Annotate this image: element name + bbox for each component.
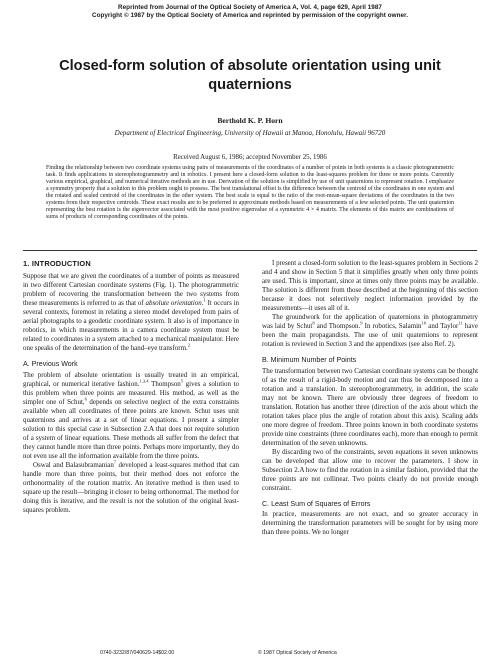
previous-work-paragraph-2: Oswal and Balasubramanian$^7$ developed a least-squares method that can handle more than three points, but their method does not enforce the orthonormality of the rotation matrix. An iterative method is then used to square up the result—bringing it closer to being orthonormal. The method for doing this is iterative, and the result is not the solution of the original least-squares problem. — [23, 459, 239, 515]
section-heading-introduction: 1. INTRODUCTION — [23, 259, 91, 268]
emphasis-not: not — [134, 497, 144, 506]
citation-ref: 10 — [421, 321, 427, 327]
subsection-heading-least-squares: C. Least Sum of Squares of Errors — [262, 500, 371, 509]
citation-ref: 5 — [180, 378, 184, 384]
issn-code: 0740-3232/87/040629-14$02.00 — [100, 650, 175, 656]
emphasis-absolute-orientation: absolute orientation — [145, 299, 202, 308]
citation-ref: 9 — [360, 321, 363, 327]
intro-paragraph-3: The groundwork for the application of quaternions in photogrammetry was laid by Schut$^8$ and Thompson.$^9$ In robotics, Salamin$^{10}$ and Taylor$^{11}$ have been the main propagandists. The use of unit quaternions to represent rotation is reviewed in Section 3 and the appendixes (see also Ref. 2). — [262, 313, 478, 349]
intro-paragraph-2: I present a closed-form solution to the least-squares problem in Sections 2 and 4 and show in Section 5 that it simplifies greatly when only three points are used. This is important, since at times only three points may be available. The solution is different from those described at the beginning of this section because it does not selectively neglect information provided by the measurements—it uses all of it. — [262, 259, 478, 313]
reprint-line: Reprinted from Journal of the Optical Society of America A, Vol. 4, page 629, April 1987 — [118, 4, 382, 11]
author-affiliation: Department of Electrical Engineering, University of Hawaii at Manoa, Honolulu, Hawaii 96720 — [114, 129, 386, 137]
abstract: Finding the relationship between two coordinate systems using pairs of measurements of the coordinates of a number of points in both systems is a classic photogrammetric task. It finds applications in stereophotogrammetry and in robotics. I present here a closed-form solution to the least-squares problem for three or more points. Currently various empirical, graphical, and numerical iterative methods are in use. Derivation of the solution is simplified by use of unit quaternions to represent rotation. I emphasize a symmetry property that a solution to this problem ought to possess. The best translational offset is the difference between the centroid of the coordinates in one system and the rotated and scaled centroid of the coordinates in the other system. The best scale is equal to the ratio of the root-mean-square deviations of the coordinates in the two systems from their respective centroids. These exact results are to be preferred to approximate methods based on measurements of a few selected points. The unit quaternion representing the best rotation is the eigenvector associated with the most positive eigenvalue of a symmetric 4 × 4 matrix. The elements of this matrix are combinations of sums of products of corresponding coordinates of the points. — [46, 165, 454, 221]
author-name: Berthold K. P. Horn — [217, 116, 283, 125]
intro-paragraph-1: Suppose that we are given the coordinates of a number of points as measured in two different Cartesian coordinate systems (Fig. 1). The photogrammetric problem of recovering the transformation between the two systems from these measurements is referred to as that of absolute orientation.$^1$ It occurs in several contexts, foremost in relating a stereo model developed from pairs of aerial photographs to a geodetic coordinate system. It also is of importance in robotics, in which measurements in a camera coordinate system must be related to coordinates in a system attached to a mechanical manipulator. Here one speaks of the determination of the hand–eye transform.$^2$ — [23, 272, 240, 353]
right-column — [262, 259, 478, 537]
minimum-points-paragraph-1: The transformation between two Cartesian coordinate systems can be thought of as the result of a rigid-body motion and can thus be decomposed into a rotation and a translation. In stereophotogrammetry, in addition, the scale may not be known. There are obviously three degrees of freedom to translation. Rotation has another three (direction of the axis about which the rotation takes place plus the angle of rotation about this axis). Scaling adds one more degree of freedom. Three points known in both coordinate systems provide nine constraints (three coordinates each), more than enough to permit determination of the seven unknowns. — [262, 366, 478, 447]
least-squares-paragraph-1: In practice, measurements are not exact, and so greater accuracy in determining the transformation parameters will be sought for by using more than three points. We no longer — [262, 510, 478, 537]
subsection-heading-previous-work: A. Previous Work — [23, 360, 78, 369]
abstract-divider — [23, 250, 477, 251]
citation-ref: 1 — [203, 297, 206, 303]
copyright-line: Copyright © 1987 by the Optical Society of America and reprinted by permission of the copyright owner. — [91, 12, 409, 19]
subsection-heading-minimum-points: B. Minimum Number of Points — [262, 356, 357, 365]
minimum-points-paragraph-2: By discarding two of the constraints, seven equations in seven unknowns can be developed that allow one to recover the parameters. I show in Subsection 2.A how to find the rotation in a similar fashion, provided that the three points are not collinear. Two points clearly do not provide enough constraint. — [262, 447, 478, 493]
citation-ref: 6 — [84, 396, 87, 402]
citation-ref: 2 — [187, 343, 191, 349]
citation-ref: 7 — [113, 459, 117, 465]
left-column — [23, 259, 239, 515]
citation-ref: 11 — [458, 321, 463, 327]
citation-ref: 8 — [312, 321, 315, 327]
received-dates: Received August 6, 1986; accepted November 25, 1986 — [173, 154, 327, 161]
footer-copyright: © 1987 Optical Society of America — [258, 650, 337, 656]
reprint-notice — [0, 4, 500, 20]
paper-title: Closed-form solution of absolute orientation using unit quaternions — [59, 58, 441, 93]
previous-work-paragraph-1: The problem of absolute orientation is usually treated in an empirical, graphical, or numerical iterative fashion.$^{1,3,4}$ Thompson$^5$ gives a solution to this problem when three points are measured. His method, as well as the simpler one of Schut,$^6$ depends on selective neglect of the extra constraints available when all coordinates of three points are known. Schut uses unit quaternions and arrives at a set of linear equations. I present a simpler solution to this special case in Subsection 2.A that does not require solution of a system of linear equations. These methods all suffer from the defect that they cannot handle more than three points. Perhaps more importantly, they do not even use all the information available from the three points. — [23, 370, 239, 460]
citation-ref: 1,3,4 — [139, 378, 149, 384]
